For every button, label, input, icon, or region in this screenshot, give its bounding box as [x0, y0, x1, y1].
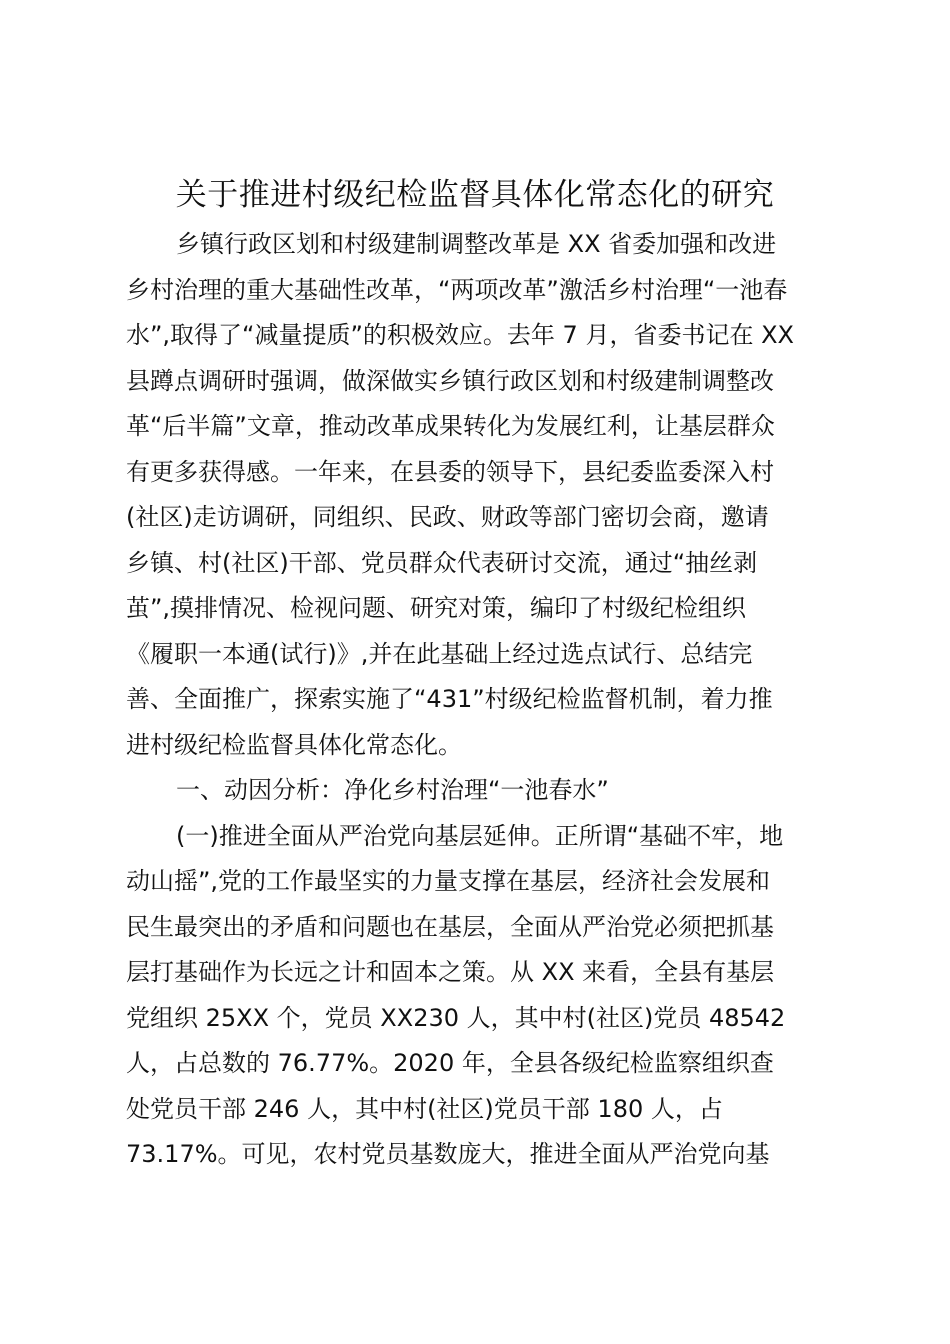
- text-line: (社区)走访调研，同组织、民政、财政等部门密切会商，邀请: [126, 503, 769, 531]
- text-line: 73.17%。可见，农村党员基数庞大，推进全面从严治党向基: [126, 1140, 770, 1168]
- text-line: 善、全面推广，探索实施了“431”村级纪检监督机制，着力推: [126, 685, 773, 713]
- text-line: 动山摇”,党的工作最坚实的力量支撑在基层，经济社会发展和: [126, 867, 771, 895]
- text-line: 乡镇、村(社区)干部、党员群众代表研讨交流，通过“抽丝剥: [126, 548, 758, 577]
- text-line: 《履职一本通(试行)》,并在此基础上经过选点试行、总结完: [126, 639, 753, 668]
- text-line: 一、动因分析：净化乡村治理“一池春水”: [176, 776, 609, 804]
- text-line: 县蹲点调研时强调，做深做实乡镇行政区划和村级建制调整改: [126, 366, 774, 395]
- text-line: 进村级纪检监督具体化常态化。: [126, 730, 462, 759]
- document-body: [126, 222, 836, 1178]
- text-line: 革“后半篇”文章，推动改革成果转化为发展红利，让基层群众: [126, 412, 775, 440]
- text-line: 处党员干部 246 人，其中村(社区)党员干部 180 人，占: [126, 1094, 723, 1123]
- text-line: 水”,取得了“减量提质”的积极效应。去年 7 月，省委书记在 XX: [126, 321, 794, 349]
- document-title: 关于推进村级纪检监督具体化常态化的研究: [175, 177, 775, 213]
- text-line: (一)推进全面从严治党向基层延伸。正所谓“基础不牢，地: [176, 821, 784, 850]
- text-line: 民生最突出的矛盾和问题也在基层，全面从严治党必须把抓基: [126, 912, 774, 941]
- text-line: 乡村治理的重大基础性改革，“两项改革”激活乡村治理“一池春: [126, 275, 788, 304]
- text-line: 乡镇行政区划和村级建制调整改革是 XX 省委加强和改进: [176, 230, 777, 258]
- text-line: 有更多获得感。一年来，在县委的领导下，县纪委监委深入村: [126, 457, 774, 486]
- text-line: 茧”,摸排情况、检视问题、研究对策，编印了村级纪检组织: [126, 594, 747, 622]
- text-line: 人，占总数的 76.77%。2020 年，全县各级纪检监察组织查: [126, 1049, 774, 1077]
- text-line: 层打基础作为长远之计和固本之策。从 XX 来看，全县有基层: [126, 958, 775, 986]
- text-line: 党组织 25XX 个，党员 XX230 人，其中村(社区)党员 48542: [126, 1003, 786, 1032]
